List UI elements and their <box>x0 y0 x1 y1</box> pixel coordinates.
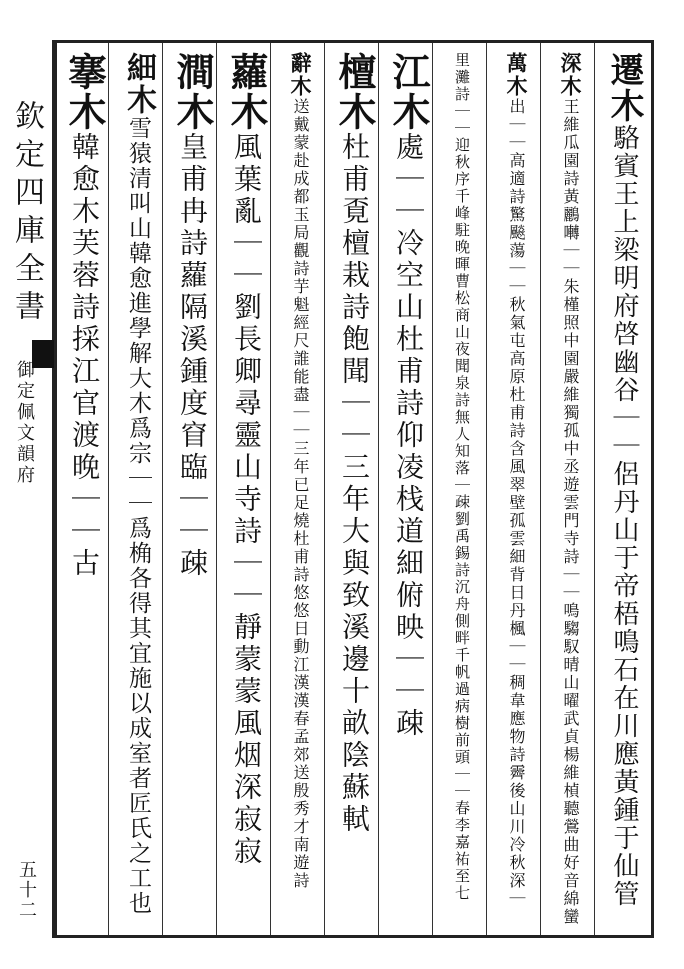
entry-text: 出｜｜高適詩驚飈蕩｜｜秋氣屯高原杜甫詩含風翠壁孤雲細背日丹楓｜｜稠韋應物詩霽後山川冷秋深｜ <box>507 98 526 908</box>
text-column-7 <box>280 52 320 890</box>
entry-text: 處｜｜冷空山杜甫詩仰凌栈道細俯映｜｜疎 <box>392 132 425 740</box>
text-column-5 <box>386 52 431 740</box>
text-column-8 <box>224 52 269 868</box>
entry-text: 王維瓜園詩黃鸝囀｜｜朱槿照中園嚴維獨孤中丞遊雲門寺詩｜｜鳴騶馭晴山曜武貞楊維楨聽鶯曲好音綿蠻 <box>561 98 580 926</box>
page-margin <box>0 40 54 938</box>
entry-heading: 細木 <box>121 52 156 116</box>
entry-text: 風葉亂｜｜劉長卿尋靈山寺詩｜｜靜蒙蒙風烟深寂寂 <box>230 132 263 868</box>
entry-heading: 遷木 <box>604 52 644 124</box>
text-column-6 <box>332 52 377 836</box>
text-column-2 <box>550 52 590 926</box>
text-column-1 <box>604 52 644 908</box>
entry-text: 皇甫冉詩蘿隔溪鍾度窅臨｜｜疎 <box>176 132 209 580</box>
text-column-9 <box>170 52 215 580</box>
entry-heading: 檀木 <box>332 52 377 132</box>
entry-heading: 澗木 <box>170 52 215 132</box>
entry-heading: 江木 <box>386 52 431 132</box>
text-column-3 <box>496 52 536 908</box>
entry-heading: 辭木 <box>288 52 313 98</box>
entry-heading: 搴木 <box>62 52 107 132</box>
entry-text: 雪猿清叫山韓愈進學解大木爲宗｜｜爲桷各得其宜施以成室者匠氏之工也 <box>125 116 151 916</box>
entry-text: 駱賓王上梁明府啓幽谷｜｜侶丹山于帝梧鳴石在川應黃鍾于仙管 <box>609 124 639 908</box>
entry-heading: 深木 <box>558 52 583 98</box>
page-number: 五十二 <box>16 860 37 920</box>
entry-heading: 蘿木 <box>224 52 269 132</box>
book-title: 欽定四庫全書 <box>9 100 44 328</box>
entry-text: 杜甫覔檀栽詩飽聞｜｜三年大與致溪邊十畝陰蘇軾 <box>338 132 371 836</box>
text-column-10 <box>118 52 158 916</box>
book-subtitle: 御定佩文韻府 <box>14 360 35 486</box>
entry-text: 韓愈木芙蓉詩採江官渡晚｜｜古 <box>68 132 101 580</box>
entry-text: 里灘詩｜｜迎秋序千峰駐晚暉曹松商山夜聞泉詩無人知落｜疎劉禹錫詩沉舟側畔千帆過病樹前頭｜｜春李嘉祐至七 <box>453 52 471 902</box>
entry-heading: 萬木 <box>504 52 529 98</box>
text-column-4 <box>442 52 482 902</box>
text-column-11 <box>62 52 107 580</box>
entry-text: 送戴蒙赴成都玉局觀詩芋魁經尺誰能盡｜｜三年已足燒杜甫詩悠悠日動江漢漢春孟郊送殷秀才南遊詩 <box>291 98 310 890</box>
